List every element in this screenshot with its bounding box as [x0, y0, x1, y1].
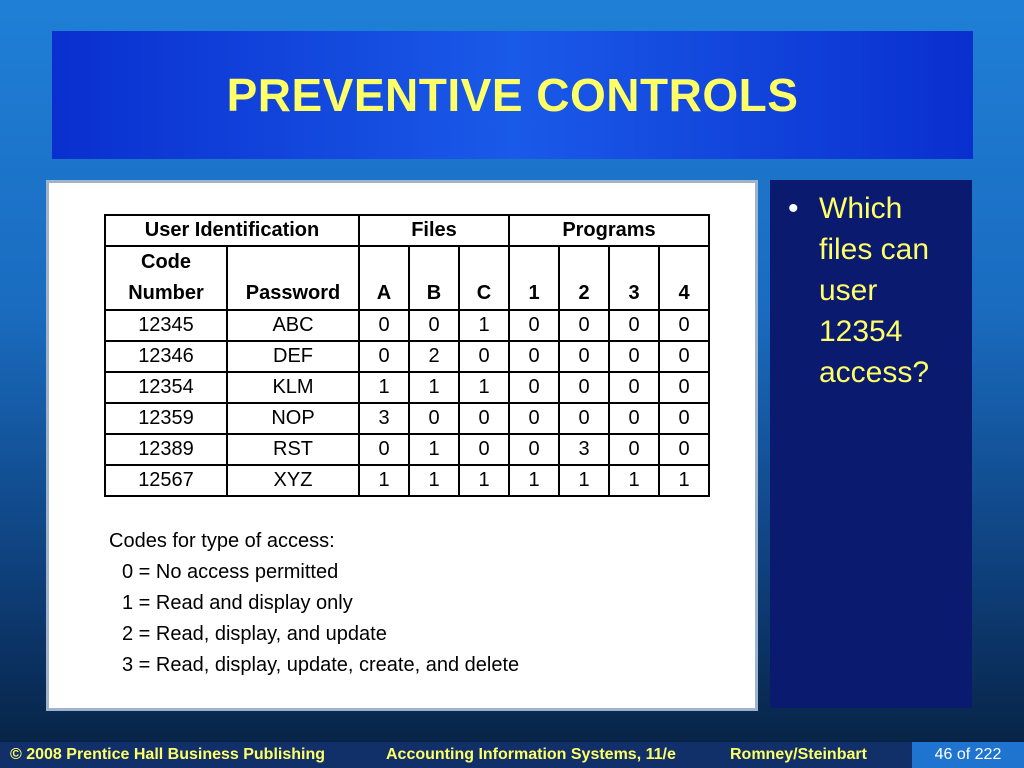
- access-code-legend: [109, 526, 519, 681]
- col-header-program-4: 4: [659, 246, 709, 310]
- group-header-row: [105, 215, 709, 246]
- table-row: [105, 403, 709, 434]
- table-row: [105, 372, 709, 403]
- cell-program-1: 0: [509, 341, 559, 372]
- col-header-file-c: C: [459, 246, 509, 310]
- cell-file-b: 0: [409, 403, 459, 434]
- question-line-3: 12354: [819, 315, 903, 348]
- table-row: [105, 465, 709, 496]
- cell-program-2: 0: [559, 341, 609, 372]
- group-header-programs: Programs: [509, 215, 709, 246]
- cell-program-4: 0: [659, 434, 709, 465]
- legend-item-1: 1 = Read and display only: [122, 592, 353, 614]
- cell-program-4: 1: [659, 465, 709, 496]
- cell-program-3: 1: [609, 465, 659, 496]
- cell-program-4: 0: [659, 372, 709, 403]
- cell-password: ABC: [227, 310, 359, 341]
- bullet-icon: •: [788, 192, 799, 225]
- footer-authors: Romney/Steinbart: [730, 746, 867, 763]
- cell-code: 12389: [105, 434, 227, 465]
- col-header-program-3: 3: [609, 246, 659, 310]
- cell-password: RST: [227, 434, 359, 465]
- footer-book-title: Accounting Information Systems, 11/e: [386, 746, 676, 763]
- content-panel: [46, 180, 758, 711]
- cell-program-2: 0: [559, 372, 609, 403]
- cell-file-a: 0: [359, 341, 409, 372]
- cell-program-4: 0: [659, 310, 709, 341]
- cell-file-b: 1: [409, 434, 459, 465]
- cell-program-1: 0: [509, 372, 559, 403]
- legend-item-0: 0 = No access permitted: [122, 561, 339, 583]
- legend-heading: Codes for type of access:: [109, 530, 335, 552]
- cell-file-a: 3: [359, 403, 409, 434]
- cell-file-b: 1: [409, 372, 459, 403]
- cell-program-1: 0: [509, 403, 559, 434]
- cell-file-a: 0: [359, 434, 409, 465]
- group-header-user-identification: User Identification: [105, 215, 359, 246]
- cell-password: KLM: [227, 372, 359, 403]
- footer-copyright: © 2008 Prentice Hall Business Publishing: [10, 746, 326, 763]
- col-header-file-b: B: [409, 246, 459, 310]
- cell-program-1: 0: [509, 434, 559, 465]
- cell-file-a: 1: [359, 465, 409, 496]
- cell-program-2: 0: [559, 403, 609, 434]
- cell-program-1: 0: [509, 310, 559, 341]
- cell-file-a: 0: [359, 310, 409, 341]
- sub-header-row: [105, 246, 709, 310]
- cell-program-3: 0: [609, 403, 659, 434]
- col-header-program-1: 1: [509, 246, 559, 310]
- col-header-program-2: 2: [559, 246, 609, 310]
- access-table: [104, 214, 710, 497]
- cell-password: DEF: [227, 341, 359, 372]
- legend-item-2: 2 = Read, display, and update: [122, 623, 387, 645]
- cell-file-a: 1: [359, 372, 409, 403]
- cell-file-c: 1: [459, 372, 509, 403]
- cell-file-c: 1: [459, 465, 509, 496]
- cell-program-2: 0: [559, 310, 609, 341]
- title-bar: [52, 31, 973, 159]
- cell-file-c: 0: [459, 403, 509, 434]
- question-item: [770, 180, 972, 393]
- col-header-code-number-text: Code Number: [128, 251, 204, 304]
- question-line-1: files can: [819, 233, 930, 266]
- question-list: [770, 180, 972, 393]
- table-row: [105, 310, 709, 341]
- col-header-code-number: [105, 246, 227, 310]
- question-panel: [770, 180, 972, 708]
- cell-program-3: 0: [609, 372, 659, 403]
- slide-title: PREVENTIVE CONTROLS: [226, 69, 799, 121]
- cell-file-c: 1: [459, 310, 509, 341]
- cell-file-c: 0: [459, 341, 509, 372]
- footer-page-number: 46 of 222: [912, 742, 1024, 768]
- table-row: [105, 341, 709, 372]
- cell-program-3: 0: [609, 434, 659, 465]
- cell-program-1: 1: [509, 465, 559, 496]
- cell-file-b: 0: [409, 310, 459, 341]
- cell-code: 12567: [105, 465, 227, 496]
- group-header-files: Files: [359, 215, 509, 246]
- cell-code: 12354: [105, 372, 227, 403]
- cell-code: 12359: [105, 403, 227, 434]
- cell-file-b: 1: [409, 465, 459, 496]
- cell-password: XYZ: [227, 465, 359, 496]
- cell-program-4: 0: [659, 341, 709, 372]
- legend-item-3: 3 = Read, display, update, create, and delete: [122, 654, 520, 676]
- question-line-0: Which: [819, 192, 903, 225]
- cell-code: 12345: [105, 310, 227, 341]
- cell-program-3: 0: [609, 341, 659, 372]
- footer-bar: [0, 742, 1024, 768]
- cell-file-c: 0: [459, 434, 509, 465]
- col-header-file-a: A: [359, 246, 409, 310]
- question-line-2: user: [819, 274, 878, 307]
- cell-file-b: 2: [409, 341, 459, 372]
- cell-program-2: 1: [559, 465, 609, 496]
- cell-code: 12346: [105, 341, 227, 372]
- cell-program-3: 0: [609, 310, 659, 341]
- cell-program-4: 0: [659, 403, 709, 434]
- table-row: [105, 434, 709, 465]
- cell-password: NOP: [227, 403, 359, 434]
- cell-program-2: 3: [559, 434, 609, 465]
- col-header-password: Password: [227, 246, 359, 310]
- question-line-4: access?: [819, 356, 930, 389]
